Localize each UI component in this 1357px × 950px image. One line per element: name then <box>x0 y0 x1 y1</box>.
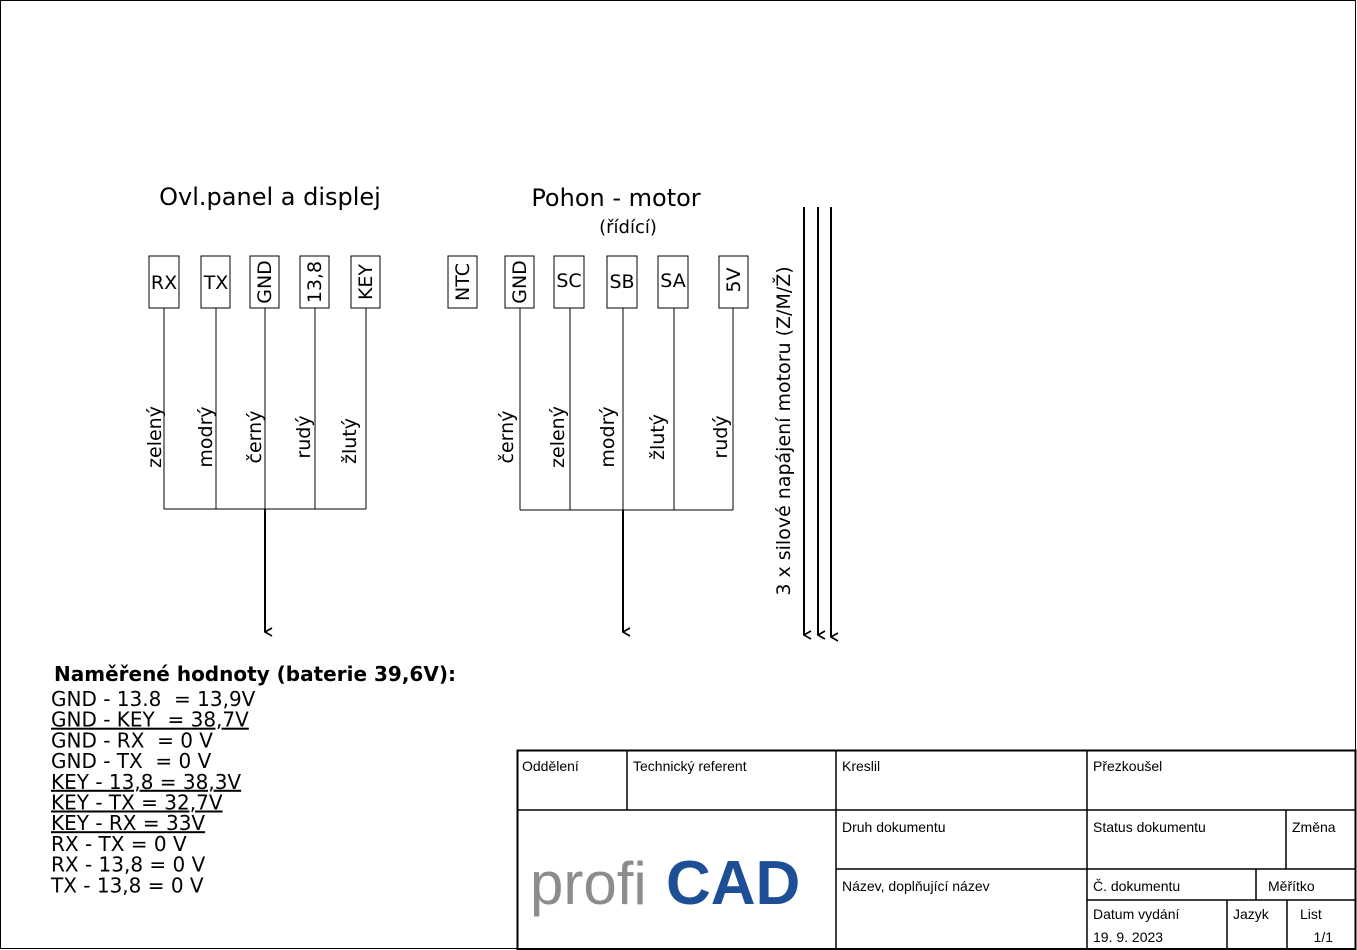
motor-wire-labels <box>496 406 732 468</box>
measurement-line: RX - TX = 0 V <box>51 831 187 856</box>
panel-pin-label: KEY <box>355 263 377 301</box>
motor-subtitle: (řídící) <box>599 217 657 238</box>
wire-color-label: modrý <box>597 406 619 468</box>
issue-date-label: Datum vydání <box>1093 906 1180 922</box>
checked-by-label: Přezkoušel <box>1093 758 1163 774</box>
panel-connector <box>149 256 380 308</box>
measurement-line: KEY - 13,8 = 38,3V <box>51 769 242 794</box>
proficad-logo <box>530 849 800 918</box>
motor-pin-label: GND <box>509 260 531 304</box>
drawn-by-label: Kreslil <box>842 758 881 774</box>
measurement-line: RX - 13,8 = 0 V <box>51 852 206 877</box>
wire-color-label: černý <box>496 410 518 464</box>
sheet-value: 1/1 <box>1313 929 1333 945</box>
department-label: Oddělení <box>522 758 579 774</box>
wire-color-label: žlutý <box>339 418 361 464</box>
logo-cad: CAD <box>666 849 801 918</box>
measurement-line: KEY - TX = 32,7V <box>51 790 223 815</box>
power-feed-label: 3 x silové napájení motoru (Z/M/Ž) <box>773 266 795 596</box>
scale-label: Měřítko <box>1268 878 1315 894</box>
measurement-line: GND - 13.8 = 13,9V <box>51 687 256 711</box>
change-label: Změna <box>1292 819 1336 835</box>
panel-pin-label: GND <box>254 260 276 304</box>
measurements-title: Naměřené hodnoty (baterie 39,6V): <box>54 662 456 686</box>
wire-color-label: černý <box>244 410 266 464</box>
motor-pin-label: SB <box>609 271 635 293</box>
wire-color-label: modrý <box>195 406 217 468</box>
wire-color-label: zelený <box>547 406 569 468</box>
title-block <box>517 750 1356 950</box>
motor-pin-label: 5V <box>723 267 745 293</box>
motor-pin-label: SA <box>660 270 686 292</box>
language-label: Jazyk <box>1233 906 1269 922</box>
document-status-label: Status dokumentu <box>1093 819 1206 835</box>
technical-referent-label: Technický referent <box>633 758 747 774</box>
wire-color-label: rudý <box>293 415 315 459</box>
panel-pin-label: 13,8 <box>304 260 326 304</box>
motor-pin-label: NTC <box>452 263 474 301</box>
document-name-label: Název, doplňující název <box>842 878 990 894</box>
measurement-line: TX - 13,8 = 0 V <box>51 873 204 898</box>
motor-title: Pohon - motor <box>531 184 701 212</box>
issue-date-value: 19. 9. 2023 <box>1093 929 1164 945</box>
panel-wire-labels <box>144 406 361 468</box>
panel-pin-label: RX <box>150 272 178 294</box>
measurement-line: GND - RX = 0 V <box>51 728 213 753</box>
motor-pin-label: SC <box>556 270 582 292</box>
measurement-line: KEY - RX = 33V <box>51 811 206 836</box>
motor-connector <box>448 256 748 308</box>
document-number-label: Č. dokumentu <box>1093 878 1181 894</box>
panel-pin-label: TX <box>203 272 229 294</box>
sheet-label: List <box>1300 906 1322 922</box>
panel-title: Ovl.panel a displej <box>159 183 381 211</box>
logo-profi: profi <box>530 850 647 917</box>
power-feed-arrows <box>804 207 831 637</box>
document-type-label: Druh dokumentu <box>842 819 946 835</box>
measurement-line: GND - TX = 0 V <box>51 749 212 774</box>
wire-color-label: žlutý <box>647 414 669 460</box>
measurement-line: GND - KEY = 38,7V <box>51 707 249 732</box>
wire-color-label: rudý <box>710 415 732 459</box>
wire-color-label: zelený <box>144 406 166 468</box>
measurements-list <box>50 687 256 897</box>
